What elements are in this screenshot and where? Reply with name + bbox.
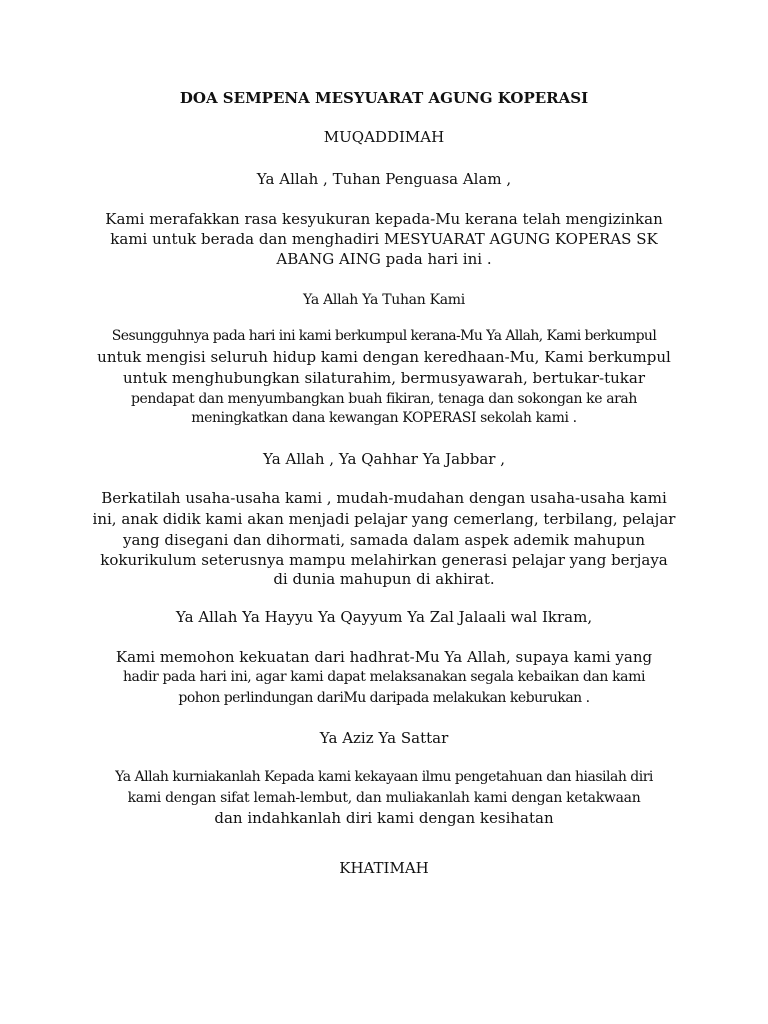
paragraph-line: kami untuk berada dan menghadiri MESYUARAT AGUNG KOPERAS SK <box>110 230 658 248</box>
invocation-line: Ya Allah Ya Tuhan Kami <box>303 292 465 308</box>
paragraph-line: pendapat dan menyumbangkan buah fikiran, tenaga dan sokongan ke arah <box>130 391 637 407</box>
paragraph-line: kokurikulum seterusnya mampu melahirkan generasi pelajar yang berjaya <box>100 551 668 569</box>
paragraph-line: untuk mengisi seluruh hidup kami dengan keredhaan-Mu, Kami berkumpul <box>97 348 671 366</box>
paragraph-line: ABANG AING pada hari ini . <box>276 250 492 268</box>
paragraph-line: Berkatilah usaha-usaha kami , mudah-mudahan dengan usaha-usaha kami <box>101 489 667 507</box>
heading-muqaddimah: MUQADDIMAH <box>323 128 445 146</box>
heading-khatimah: KHATIMAH <box>339 859 429 877</box>
paragraph-line: pohon perlindungan dariMu daripada melakukan keburukan . <box>178 690 590 706</box>
paragraph-line: Sesungguhnya pada hari ini kami berkumpul kerana-Mu Ya Allah, Kami berkumpul <box>111 328 657 344</box>
invocation-line: Ya Allah , Tuhan Penguasa Alam , <box>256 170 512 188</box>
paragraph-line: hadir pada hari ini, agar kami dapat melaksanakan segala kebaikan dan kami <box>122 669 646 685</box>
paragraph-line: di dunia mahupun di akhirat. <box>273 570 495 588</box>
paragraph-line: dan indahkanlah diri kami dengan kesihatan <box>214 809 554 827</box>
paragraph-line: untuk menghubungkan silaturahim, bermusyawarah, bertukar-tukar <box>122 369 646 387</box>
paragraph-line: yang disegani dan dihormati, samada dalam aspek ademik mahupun <box>122 531 646 549</box>
paragraph-line: Kami merafakkan rasa kesyukuran kepada-Mu kerana telah mengizinkan <box>105 210 663 228</box>
paragraph-line: Kami memohon kekuatan dari hadhrat-Mu Ya Allah, supaya kami yang <box>115 648 653 666</box>
invocation-line: Ya Allah Ya Hayyu Ya Qayyum Ya Zal Jalaali wal Ikram, <box>175 608 593 626</box>
paragraph-line: ini, anak didik kami akan menjadi pelajar yang cemerlang, terbilang, pelajar <box>92 510 676 528</box>
invocation-line: Ya Allah , Ya Qahhar Ya Jabbar , <box>263 450 505 468</box>
invocation-line: Ya Aziz Ya Sattar <box>319 729 449 747</box>
document-title: DOA SEMPENA MESYUARAT AGUNG KOPERASI <box>179 89 589 107</box>
paragraph-line: kami dengan sifat lemah-lembut, dan muliakanlah kami dengan ketakwaan <box>127 790 641 806</box>
paragraph-line: meningkatkan dana kewangan KOPERASI sekolah kami . <box>191 410 577 426</box>
paragraph-line: Ya Allah kurniakanlah Kepada kami kekayaan ilmu pengetahuan dan hiasilah diri <box>115 769 653 785</box>
